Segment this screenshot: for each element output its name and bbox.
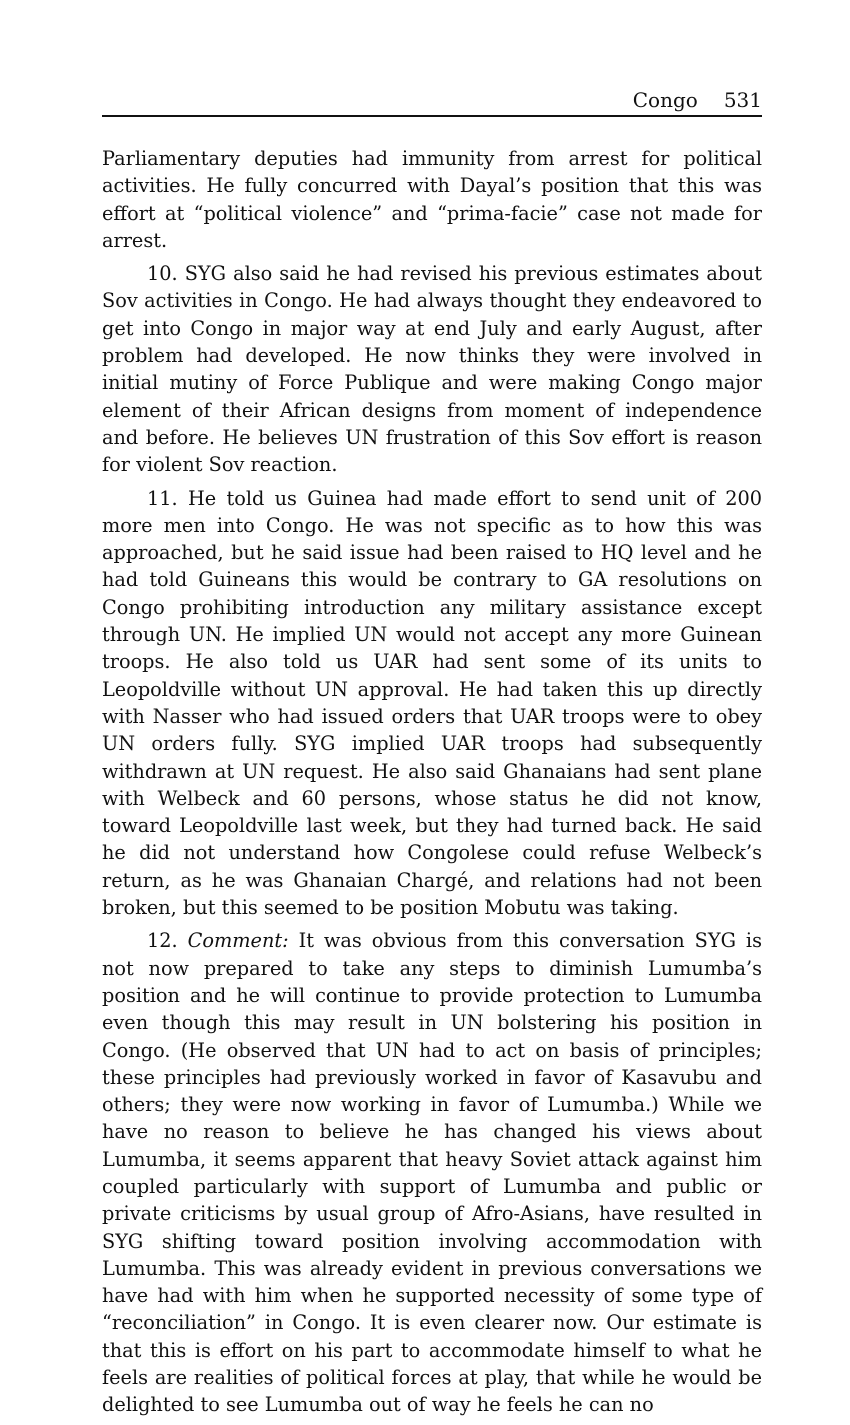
body-text — [102, 145, 762, 1419]
paragraph-text: It was obvious from this conversation SYG is not now prepared to take any steps to diminish Lumumba’s position and he will continue to provide protection to Lumumba even though this may result in UN bolstering his position in Congo. (He observed that UN had to act on basis of principles; these principles had previously worked in favor of Kasavubu and others; they were now working in favor of Lumumba.) While we have no reason to believe he has changed his views about Lumumba, it seems apparent that heavy Soviet attack against him coupled particularly with support of Lumumba and public or private criticisms by usual group of Afro-Asians, have resulted in SYG shifting toward position involving accommodation with Lumumba. This was already evident in previous conversations we have had with him when he supported necessity of some type of “reconciliation” in Congo. It is even clearer now. Our estimate is that this is effort on his part to accommodate himself to what he feels are realities of political forces at play, that while he would be delighted to see Lumumba out of way he feels he can no — [102, 929, 762, 1417]
running-header — [102, 88, 762, 117]
paragraph-text: He told us Guinea had made effort to send unit of 200 more men into Congo. He was not specific as to how this was approached, but he said issue had been raised to HQ level and he had told Guineans this would be contrary to GA resolutions on Congo prohibiting introduction any military assistance except through UN. He implied UN would not accept any more Guinean troops. He also told us UAR had sent some of its units to Leopoldville without UN approval. He had taken this up directly with Nasser who had issued orders that UAR troops were to obey UN orders fully. SYG implied UAR troops had subsequently withdrawn at UN request. He also said Ghanaians had sent plane with Welbeck and 60 persons, whose status he did not know, toward Leopoldville last week, but they had turned back. He said he did not understand how Congolese could refuse Welbeck’s return, as he was Ghanaian Chargé, and relations had not been broken, but this seemed to be position Mobutu was taking. — [102, 486, 762, 920]
paragraph-12 — [102, 927, 762, 1418]
paragraph-continuation — [102, 145, 762, 254]
document-page — [102, 88, 762, 1425]
header-section-title: Congo — [632, 88, 698, 112]
page-number: 531 — [723, 88, 762, 112]
paragraph-11 — [102, 485, 762, 922]
paragraph-number: 12. — [147, 929, 188, 953]
paragraph-number: 11. — [147, 486, 188, 510]
paragraph-text: SYG also said he had revised his previous estimates about Sov activities in Congo. He had always thought they endeavored to get into Congo in major way at end July and early August, after problem had developed. He now thinks they were involved in initial mutiny of Force Publique and were making Congo major element of their African designs from moment of independence and before. He believes UN frustration of this Sov effort is reason for violent Sov reaction. — [102, 262, 762, 477]
paragraph-lead-label: Comment: — [187, 929, 289, 953]
paragraph-10 — [102, 260, 762, 478]
paragraph-number: 10. — [147, 262, 185, 286]
paragraph-text: Parliamentary deputies had immunity from arrest for political activities. He fully concurred with Dayal’s position that this was effort at “political violence” and “prima-facie” case not made for arrest. — [102, 147, 762, 252]
